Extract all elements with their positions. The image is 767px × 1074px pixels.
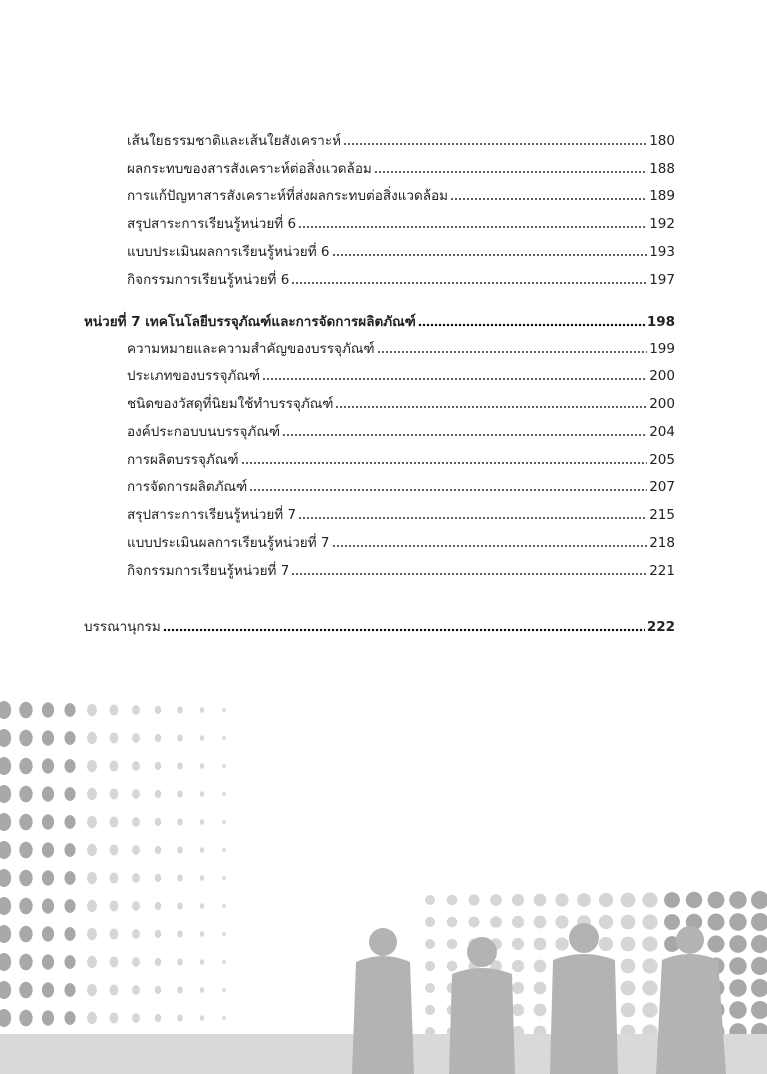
toc-bibliography[interactable] bbox=[84, 618, 675, 636]
toc-entry-title: ชนิดของวัสดุที่นิยมใช้ทำบรรจุภัณฑ์ bbox=[127, 396, 334, 412]
toc-entry[interactable] bbox=[127, 451, 675, 469]
toc-entry[interactable] bbox=[127, 367, 675, 385]
toc-entry[interactable] bbox=[127, 243, 675, 261]
toc-entry[interactable] bbox=[127, 271, 675, 289]
toc-bibliography-page: 222 bbox=[646, 619, 675, 635]
toc-entry-page: 200 bbox=[649, 396, 675, 412]
toc-unit-title: หน่วยที่ 7 เทคโนโลยีบรรจุภัณฑ์และการจัดการผลิตภัณฑ์ bbox=[84, 314, 416, 330]
dot-leader bbox=[163, 628, 645, 632]
dot-leader bbox=[298, 225, 647, 229]
dot-leader bbox=[418, 323, 645, 327]
toc-entry-page: 221 bbox=[649, 563, 675, 579]
toc-unit-heading[interactable] bbox=[84, 313, 675, 331]
toc-entry-title: ประเภทของบรรจุภัณฑ์ bbox=[127, 368, 261, 384]
toc-entry-page: 199 bbox=[649, 341, 675, 357]
toc-entry-title: การผลิตบรรจุภัณฑ์ bbox=[127, 452, 239, 468]
toc-bibliography-title: บรรณานุกรม bbox=[84, 619, 161, 635]
toc-entry[interactable] bbox=[127, 534, 675, 552]
decorative-background bbox=[0, 700, 767, 1074]
toc-entry[interactable] bbox=[127, 187, 675, 205]
toc-entry-page: 204 bbox=[649, 424, 675, 440]
dot-leader bbox=[298, 516, 647, 520]
toc-entry-page: 192 bbox=[649, 216, 675, 232]
dot-leader bbox=[282, 433, 647, 437]
dot-leader bbox=[332, 253, 648, 257]
toc-entry-title: สรุปสาระการเรียนรู้หน่วยที่ 7 bbox=[127, 507, 297, 523]
toc-entry-page: 189 bbox=[649, 188, 675, 204]
dot-leader bbox=[450, 197, 647, 201]
toc-entry-title: กิจกรรมการเรียนรู้หน่วยที่ 6 bbox=[127, 272, 290, 288]
toc-entry[interactable] bbox=[127, 562, 675, 580]
toc-entry-title: การจัดการผลิตภัณฑ์ bbox=[127, 479, 248, 495]
toc-entry-page: 207 bbox=[649, 479, 675, 495]
toc-entry-page: 205 bbox=[649, 452, 675, 468]
toc-entry-page: 215 bbox=[649, 507, 675, 523]
dot-leader bbox=[335, 405, 647, 409]
toc-entry[interactable] bbox=[127, 132, 675, 150]
toc-entry[interactable] bbox=[127, 423, 675, 441]
toc-entry-title: สรุปสาระการเรียนรู้หน่วยที่ 6 bbox=[127, 216, 297, 232]
toc-entry[interactable] bbox=[127, 215, 675, 233]
toc-entry-title: กิจกรรมการเรียนรู้หน่วยที่ 7 bbox=[127, 563, 290, 579]
dot-leader bbox=[343, 142, 647, 146]
toc-entry[interactable] bbox=[127, 340, 675, 358]
toc-entry-page: 197 bbox=[649, 272, 675, 288]
dot-leader bbox=[241, 461, 648, 465]
dot-leader bbox=[249, 488, 647, 492]
dot-leader bbox=[291, 572, 647, 576]
toc-entry-page: 188 bbox=[649, 161, 675, 177]
toc-entry-page: 200 bbox=[649, 368, 675, 384]
dot-leader bbox=[262, 377, 647, 381]
toc-entry-title: แบบประเมินผลการเรียนรู้หน่วยที่ 7 bbox=[127, 535, 330, 551]
toc-entry[interactable] bbox=[127, 160, 675, 178]
dot-leader bbox=[332, 544, 648, 548]
dot-leader bbox=[377, 350, 648, 354]
toc-entry-title: ความหมายและความสำคัญของบรรจุภัณฑ์ bbox=[127, 341, 375, 357]
toc-entry-page: 193 bbox=[649, 244, 675, 260]
toc-entry-title: การแก้ปัญหาสารสังเคราะห์ที่ส่งผลกระทบต่อสิ่งแวดล้อม bbox=[127, 188, 449, 204]
dot-leader bbox=[291, 281, 647, 285]
toc-entry[interactable] bbox=[127, 478, 675, 496]
toc-entry-title: เส้นใยธรรมชาติและเส้นใยสังเคราะห์ bbox=[127, 133, 342, 149]
toc-entry-title: แบบประเมินผลการเรียนรู้หน่วยที่ 6 bbox=[127, 244, 330, 260]
toc-unit-page: 198 bbox=[646, 314, 675, 330]
dot-leader bbox=[374, 170, 647, 174]
toc-entry-title: องค์ประกอบบนบรรจุภัณฑ์ bbox=[127, 424, 281, 440]
toc-entry-title: ผลกระทบของสารสังเคราะห์ต่อสิ่งแวดล้อม bbox=[127, 161, 372, 177]
toc-entry-page: 180 bbox=[649, 133, 675, 149]
toc-entry[interactable] bbox=[127, 506, 675, 524]
toc-entry-page: 218 bbox=[649, 535, 675, 551]
toc-entry[interactable] bbox=[127, 395, 675, 413]
